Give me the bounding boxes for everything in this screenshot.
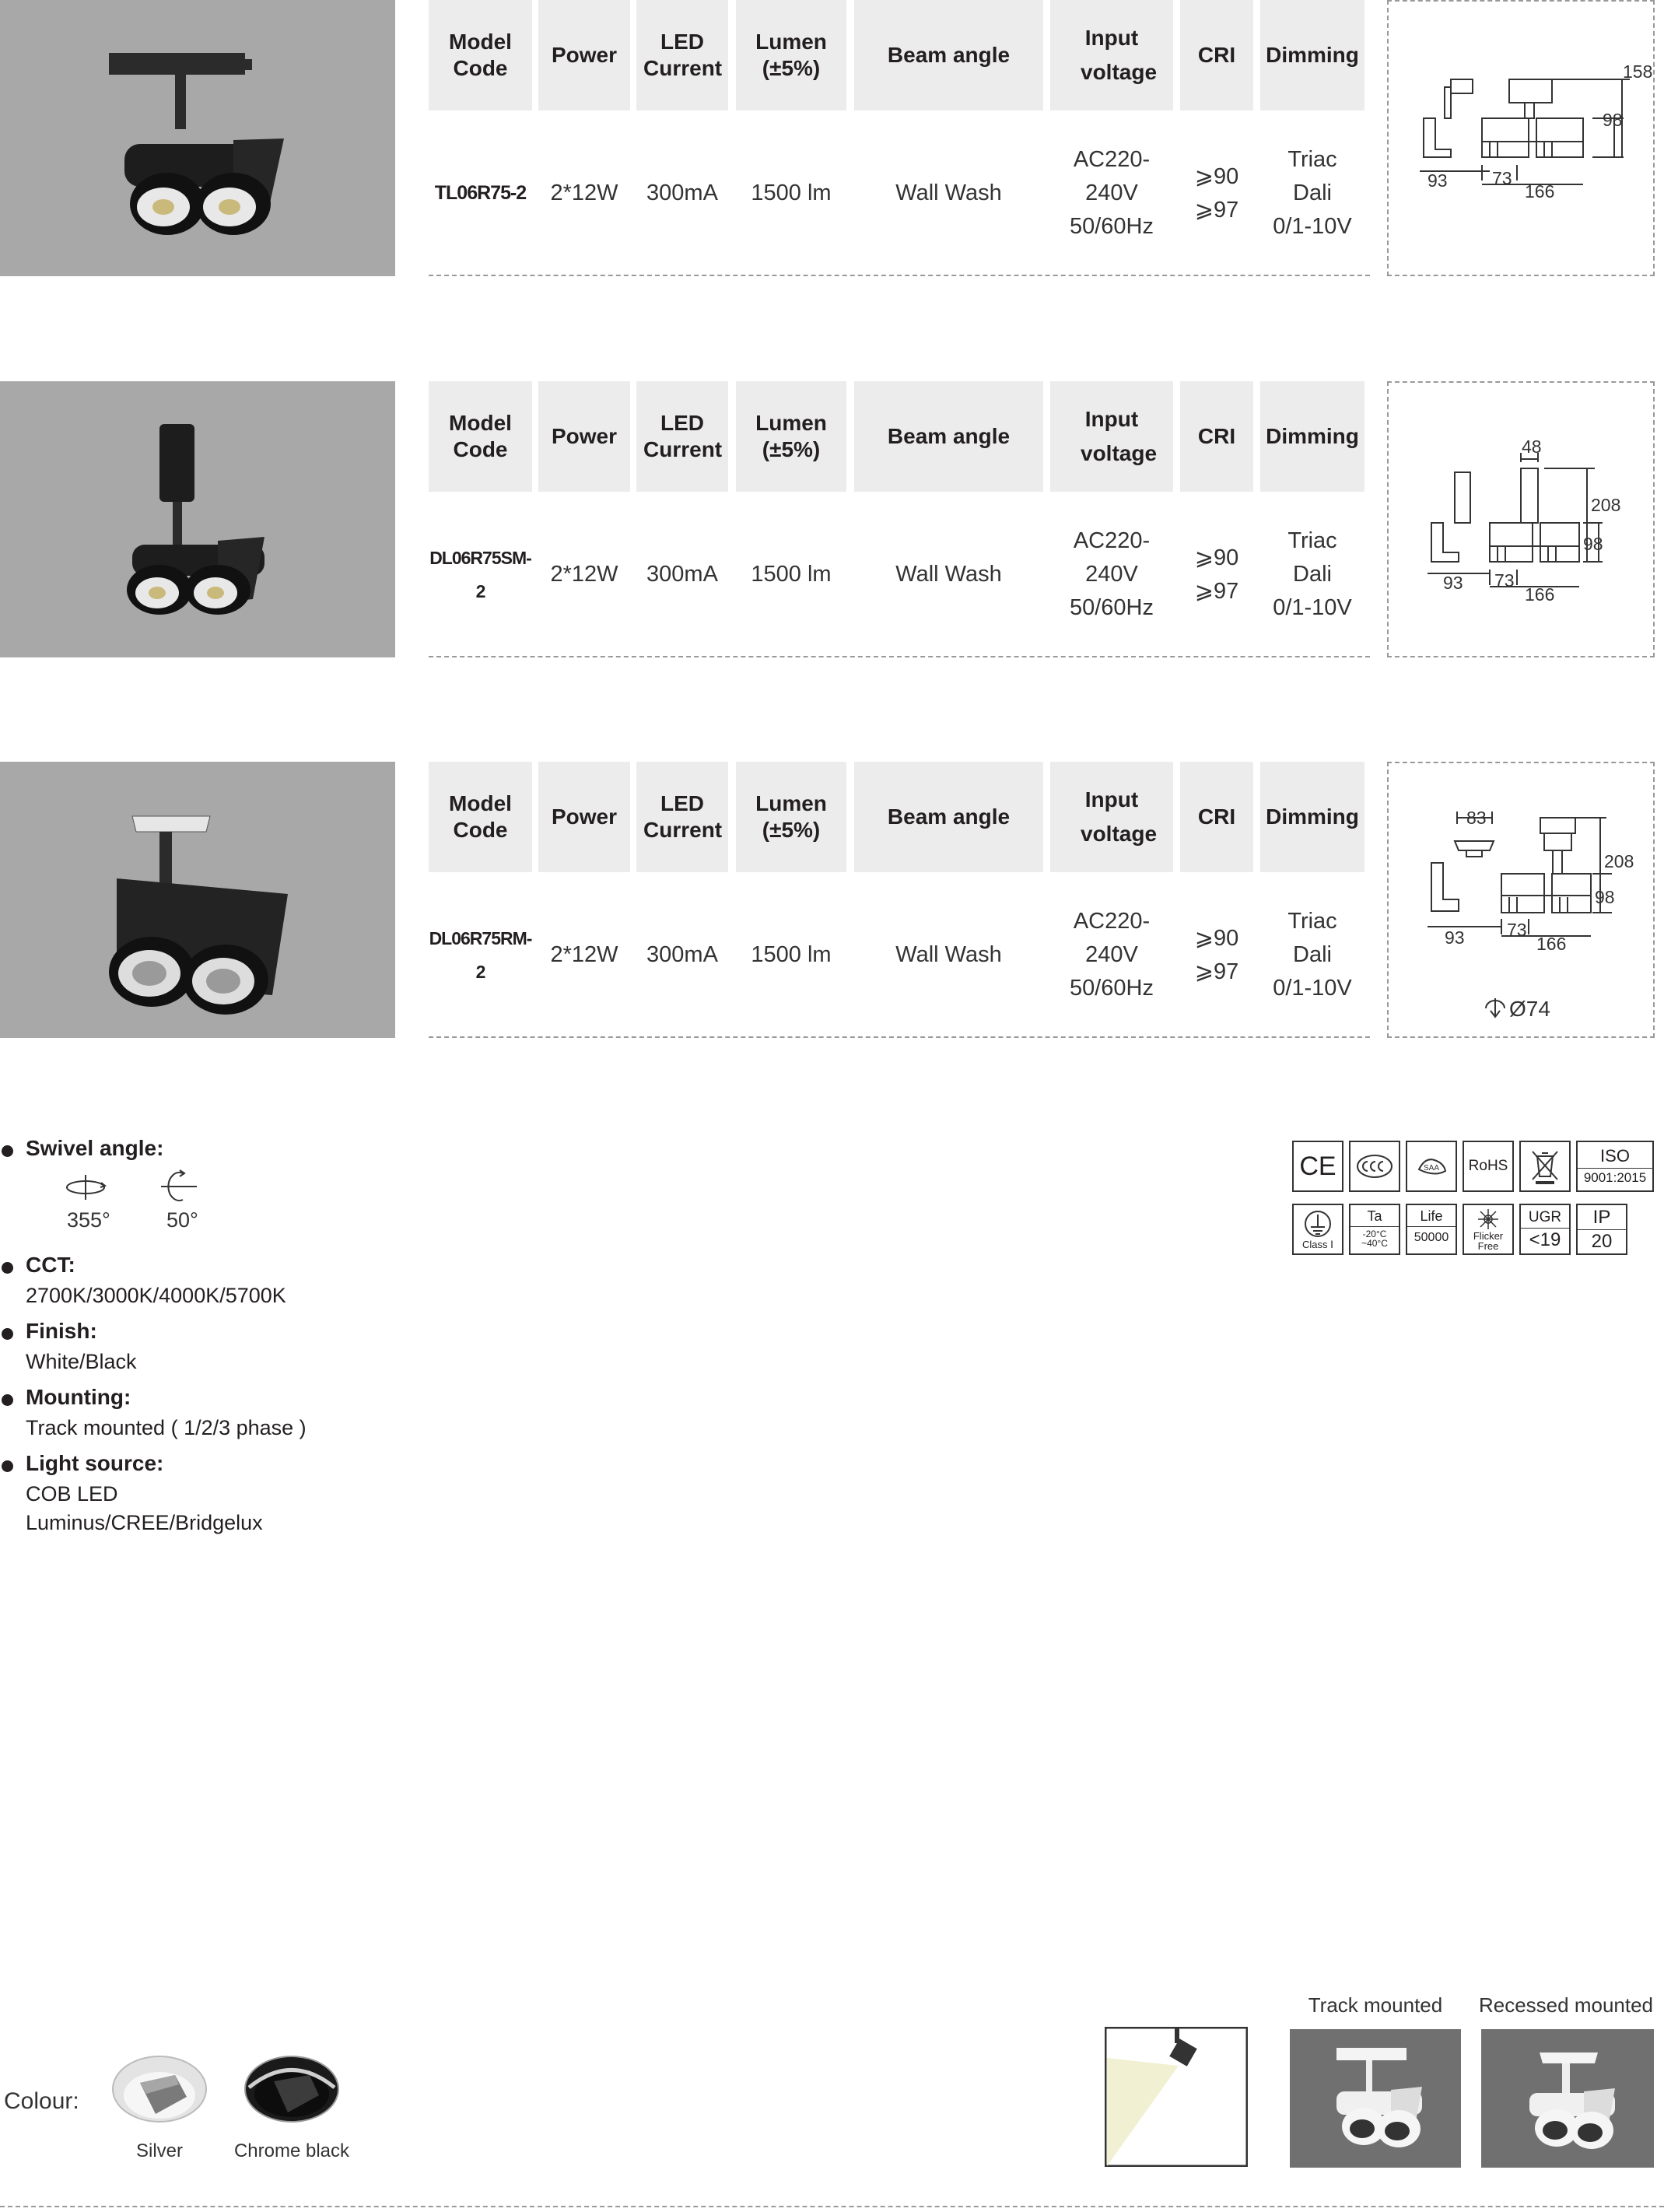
header-dimming-text: Dimming	[1266, 805, 1359, 829]
cri-line-1: ⩾90	[1194, 925, 1239, 951]
header-dimming-text: Dimming	[1266, 424, 1359, 448]
ambient-temp-icon	[1349, 1204, 1400, 1255]
header-lumen	[736, 762, 846, 872]
lumen-value: 1500 lm	[751, 942, 832, 967]
header-model-code	[429, 381, 532, 492]
dim-93: 93	[1445, 927, 1465, 948]
power-value: 2*12W	[550, 562, 618, 587]
dim-73: 73	[1507, 920, 1527, 940]
model-code: DL06R75RM-2	[429, 927, 532, 982]
dimming-line-2: Dali	[1293, 562, 1332, 587]
product-photo-dl06r75rm-2	[0, 762, 395, 1038]
saa-mark-icon	[1406, 1141, 1457, 1192]
voltage-line-2: 50/60Hz	[1069, 976, 1154, 1001]
voltage-line-1: AC220-240V	[1073, 147, 1151, 205]
header-power	[538, 381, 630, 492]
spec-table-2	[429, 381, 1370, 657]
spec-finish	[0, 1319, 389, 1381]
dimming-line-2: Dali	[1293, 942, 1332, 967]
bullet-dot	[2, 1145, 13, 1157]
dim-166: 166	[1536, 934, 1567, 954]
model-code: TL06R75-2	[434, 182, 527, 204]
header-lumen-text: Lumen (±5%)	[755, 791, 827, 842]
iso-mark-icon	[1576, 1141, 1654, 1192]
flicker-symbol	[1475, 1208, 1501, 1231]
cct-label: CCT:	[26, 1253, 75, 1277]
cct-value: 2700K/3000K/4000K/5700K	[26, 1284, 286, 1307]
dimming-line-2: Dali	[1293, 181, 1332, 205]
saa-symbol	[1413, 1154, 1450, 1179]
ugr-top-text: UGR	[1528, 1209, 1562, 1225]
class-1-icon	[1292, 1204, 1343, 1255]
vertical-tilt-icon	[159, 1167, 198, 1206]
divider	[1350, 1226, 1399, 1227]
product-photo-tl06r75-2	[0, 0, 395, 276]
header-beam-angle	[854, 762, 1043, 872]
header-input-text: Input voltage	[1081, 407, 1158, 465]
header-model-text: Model Code	[449, 791, 512, 842]
dim-98: 98	[1595, 887, 1615, 907]
header-dimming	[1260, 762, 1364, 872]
cri-line-2: ⩾97	[1194, 197, 1239, 223]
cri-line-2: ⩾97	[1194, 959, 1239, 984]
dimming-value	[1260, 872, 1364, 1038]
swivel-label: Swivel angle:	[26, 1136, 164, 1160]
flicker-free-icon	[1463, 1204, 1514, 1255]
header-lumen-text: Lumen (±5%)	[755, 30, 827, 80]
life-top-text: Life	[1420, 1208, 1443, 1224]
header-led-text: LED Current	[643, 30, 723, 80]
light-source-label: Light source:	[26, 1451, 164, 1475]
led-current-value: 300mA	[646, 562, 718, 587]
spec-light-source	[0, 1451, 389, 1544]
ta-top-text: Ta	[1367, 1208, 1382, 1224]
voltage-line-1: AC220-240V	[1073, 909, 1151, 967]
ccc-mark-icon	[1349, 1141, 1400, 1192]
dim-158: 158	[1623, 61, 1653, 82]
header-power	[538, 0, 630, 110]
dim-73: 73	[1494, 570, 1515, 591]
finish-value: White/Black	[26, 1350, 137, 1373]
input-voltage-value	[1050, 492, 1173, 657]
swivel-vertical-value: 50°	[166, 1208, 198, 1232]
header-cri-text: CRI	[1197, 424, 1236, 448]
divider	[1578, 1229, 1626, 1230]
header-input-text: Input voltage	[1081, 26, 1158, 84]
dimming-line-1: Triac	[1287, 909, 1337, 934]
cutout-diameter: Ø74	[1509, 997, 1550, 1021]
header-dimming	[1260, 0, 1364, 110]
lumen-value: 1500 lm	[751, 562, 832, 587]
led-current-value: 300mA	[646, 181, 718, 205]
input-voltage-value	[1050, 110, 1173, 276]
swivel-horizontal-value: 355°	[67, 1208, 110, 1232]
model-code: DL06R75SM-2	[429, 547, 531, 601]
header-beam-angle	[854, 381, 1043, 492]
ce-mark-icon	[1292, 1141, 1343, 1192]
silver-swatch	[109, 2050, 210, 2128]
ce-text: CE	[1299, 1152, 1336, 1181]
dimming-line-1: Triac	[1287, 147, 1337, 172]
voltage-line-2: 50/60Hz	[1069, 214, 1154, 239]
mounting-value: Track mounted ( 1/2/3 phase )	[26, 1416, 307, 1439]
iso-top-text: ISO	[1600, 1146, 1630, 1166]
cri-line-2: ⩾97	[1194, 578, 1239, 604]
header-model-code	[429, 762, 532, 872]
row-divider	[429, 1036, 1370, 1038]
spec-table-3	[429, 762, 1370, 1038]
ugr-bottom-text: <19	[1529, 1229, 1561, 1250]
silver-caption: Silver	[135, 2140, 183, 2161]
spec-mounting	[0, 1385, 389, 1447]
cri-value	[1180, 110, 1253, 276]
life-bottom-text: 50000	[1414, 1231, 1449, 1244]
voltage-line-2: 50/60Hz	[1069, 595, 1154, 620]
dim-93: 93	[1443, 573, 1463, 593]
header-lumen	[736, 381, 846, 492]
header-led-text: LED Current	[643, 791, 723, 842]
iso-bottom-text: 9001:2015	[1583, 1170, 1647, 1185]
dimming-line-1: Triac	[1287, 528, 1337, 553]
header-led-text: LED Current	[643, 411, 723, 461]
ground-symbol	[1304, 1210, 1332, 1238]
weee-bin-icon	[1519, 1141, 1571, 1192]
recessed-mounted-caption: Recessed mounted	[1478, 1993, 1654, 2017]
header-beam-text: Beam angle	[887, 43, 1011, 67]
dim-208: 208	[1604, 851, 1634, 871]
header-power-text: Power	[551, 43, 618, 67]
dim-48: 48	[1522, 436, 1542, 457]
header-beam-text: Beam angle	[887, 424, 1011, 448]
dim-166: 166	[1525, 584, 1555, 605]
ip-top-text: IP	[1592, 1207, 1611, 1228]
dim-208: 208	[1591, 495, 1621, 515]
page-bottom-divider	[0, 2206, 1664, 2207]
cri-value	[1180, 872, 1253, 1038]
bullet-dot	[2, 1460, 13, 1472]
header-lumen-text: Lumen (±5%)	[755, 411, 827, 461]
dim-98: 98	[1583, 534, 1603, 554]
class-text: Class Ⅰ	[1302, 1239, 1333, 1250]
colour-label: Colour:	[4, 2088, 79, 2114]
ta-bottom-2: ~40°C	[1361, 1238, 1388, 1249]
dimension-drawing-1	[1387, 0, 1655, 276]
header-dimming-text: Dimming	[1266, 43, 1359, 67]
spec-cct	[0, 1253, 389, 1315]
cri-line-1: ⩾90	[1194, 545, 1239, 570]
header-led-current	[636, 0, 728, 110]
header-model-text: Model Code	[449, 411, 512, 461]
ta-bottom-1: -20°C	[1362, 1229, 1387, 1239]
dim-166: 166	[1525, 181, 1555, 202]
flicker-text-2: Free	[1477, 1240, 1499, 1252]
mounting-label: Mounting:	[26, 1385, 131, 1409]
finish-label: Finish:	[26, 1319, 97, 1343]
header-power	[538, 762, 630, 872]
input-voltage-value	[1050, 872, 1173, 1038]
chrome-black-swatch	[241, 2050, 342, 2128]
dimming-line-3: 0/1-10V	[1273, 595, 1352, 620]
light-source-value-1: COB LED	[26, 1482, 118, 1506]
header-cri	[1180, 762, 1253, 872]
row-divider	[429, 275, 1370, 276]
ip-rating-icon	[1576, 1204, 1627, 1255]
divider	[1407, 1226, 1456, 1227]
header-input-text: Input voltage	[1081, 787, 1158, 846]
divider	[1521, 1228, 1569, 1229]
dimming-value	[1260, 110, 1364, 276]
dim-73: 73	[1492, 168, 1512, 188]
header-input-voltage	[1050, 381, 1173, 492]
dimming-line-3: 0/1-10V	[1273, 976, 1352, 1001]
rohs-text: RoHS	[1468, 1158, 1508, 1174]
header-power-text: Power	[551, 424, 618, 448]
lumen-value: 1500 lm	[751, 181, 832, 205]
led-current-value: 300mA	[646, 942, 718, 967]
dimension-drawing-3	[1387, 762, 1655, 1038]
beam-angle-value: Wall Wash	[895, 562, 1002, 587]
cutout-icon	[1486, 998, 1505, 1017]
beam-angle-value: Wall Wash	[895, 942, 1002, 967]
product-photo-dl06r75sm-2	[0, 381, 395, 657]
cri-line-1: ⩾90	[1194, 163, 1239, 189]
spec-swivel-angle	[0, 1136, 311, 1237]
header-cri-text: CRI	[1197, 805, 1236, 829]
ip-bottom-text: 20	[1591, 1231, 1613, 1252]
ugr-icon	[1519, 1204, 1571, 1255]
dimension-drawing-2	[1387, 381, 1655, 657]
row-divider	[429, 656, 1370, 657]
dim-93: 93	[1428, 170, 1448, 191]
dim-83: 83	[1466, 808, 1487, 828]
track-mounted-photo	[1290, 2029, 1461, 2168]
track-mounted-caption: Track mounted	[1308, 1993, 1443, 2017]
cri-value	[1180, 492, 1253, 657]
horizontal-rotation-icon	[62, 1172, 109, 1203]
header-model-code	[429, 0, 532, 110]
bullet-dot	[2, 1262, 13, 1274]
header-cri	[1180, 381, 1253, 492]
dimming-line-3: 0/1-10V	[1273, 214, 1352, 239]
power-value: 2*12W	[550, 181, 618, 205]
bullet-dot	[2, 1394, 13, 1406]
header-beam-text: Beam angle	[887, 805, 1011, 829]
header-lumen	[736, 0, 846, 110]
header-beam-angle	[854, 0, 1043, 110]
ccc-symbol	[1355, 1154, 1394, 1179]
chrome-black-caption: Chrome black	[233, 2140, 350, 2161]
recessed-mounted-photo	[1481, 2029, 1654, 2168]
svg-text:SAA: SAA	[1424, 1164, 1440, 1173]
header-led-current	[636, 762, 728, 872]
light-source-value-2: Luminus/CREE/Bridgelux	[26, 1511, 263, 1534]
flicker-text-1: Flicker	[1473, 1230, 1504, 1242]
header-cri	[1180, 0, 1253, 110]
header-dimming	[1260, 381, 1364, 492]
divider	[1578, 1168, 1652, 1169]
header-model-text: Model Code	[449, 30, 512, 80]
header-cri-text: CRI	[1197, 43, 1236, 67]
lifetime-icon	[1406, 1204, 1457, 1255]
header-input-voltage	[1050, 0, 1173, 110]
voltage-line-1: AC220-240V	[1073, 528, 1151, 587]
dim-98: 98	[1603, 110, 1623, 130]
header-led-current	[636, 381, 728, 492]
power-value: 2*12W	[550, 942, 618, 967]
header-power-text: Power	[551, 805, 618, 829]
rohs-mark-icon	[1463, 1141, 1514, 1192]
spec-table-1	[429, 0, 1370, 276]
beam-diagram	[1105, 2027, 1248, 2167]
header-input-voltage	[1050, 762, 1173, 872]
bullet-dot	[2, 1328, 13, 1340]
dimming-value	[1260, 492, 1364, 657]
beam-angle-value: Wall Wash	[895, 181, 1002, 205]
